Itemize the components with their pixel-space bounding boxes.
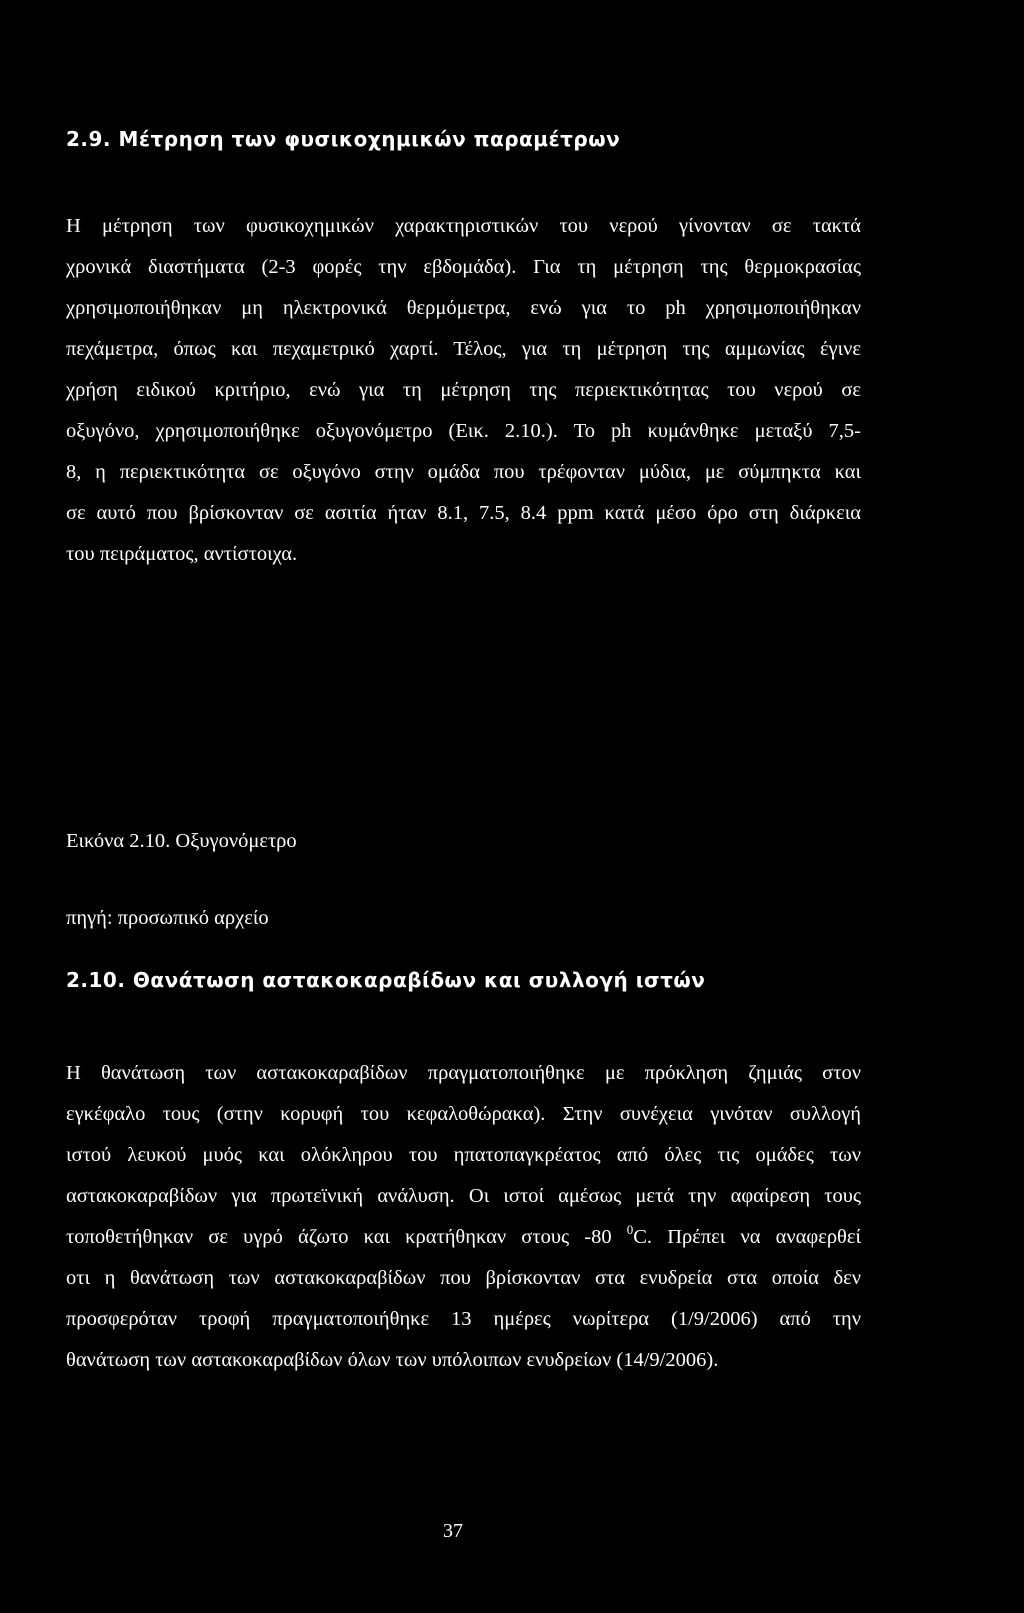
paragraph-line: χρήση ειδικού κριτήριο, ενώ για τη μέτρηση της περιεκτικότητας του νερού σε [66, 379, 861, 401]
paragraph-line: του πειράματος, αντίστοιχα. [66, 543, 298, 565]
section-heading-2-10: 2.10. Θανάτωση αστακοκαραβίδων και συλλογή ιστών [66, 968, 706, 992]
paragraph-line: εγκέφαλο τους (στην κορυφή του κεφαλοθώρακα). Στην συνέχεια γινόταν συλλογή [66, 1103, 861, 1125]
paragraph-line: οτι η θανάτωση των αστακοκαραβίδων που βρίσκονταν στα ενυδρεία στα οποία δεν [66, 1267, 861, 1289]
line-text-tail: C. Πρέπει να αναφερθεί [633, 1226, 861, 1248]
paragraph-line: χρονικά διαστήματα (2-3 φορές την εβδομάδα). Για τη μέτρηση της θερμοκρασίας [66, 256, 861, 278]
paragraph-line: πεχάμετρα, όπως και πεχαμετρικό χαρτί. Τέλος, για τη μέτρηση της αμμωνίας έγινε [66, 338, 861, 360]
page-number: 37 [443, 1520, 463, 1542]
figure-source: πηγή: προσωπικό αρχείο [66, 907, 269, 929]
line-text: τοποθετήθηκαν σε υγρό άζωτο και κρατήθηκαν στους -80 [66, 1226, 612, 1248]
paragraph-line: 8, η περιεκτικότητα σε οξυγόνο στην ομάδα που τρέφονταν μύδια, με σύμπηκτα και [66, 461, 861, 483]
figure-caption: Εικόνα 2.10. Οξυγονόμετρο [66, 830, 297, 852]
paragraph-line: Η θανάτωση των αστακοκαραβίδων πραγματοποιήθηκε με πρόκληση ζημιάς στον [66, 1062, 861, 1084]
paragraph-line: προσφερόταν τροφή πραγματοποιήθηκε 13 ημέρες νωρίτερα (1/9/2006) από την [66, 1308, 861, 1330]
paragraph-line: αστακοκαραβίδων για πρωτεϊνική ανάλυση. Οι ιστοί αμέσως μετά την αφαίρεση τους [66, 1185, 861, 1207]
paragraph-line: ιστού λευκού μυός και ολόκληρου του ηπατοπαγκρέατος από όλες τις ομάδες των [66, 1144, 861, 1166]
paragraph-line: χρησιμοποιήθηκαν μη ηλεκτρονικά θερμόμετρα, ενώ για το ph χρησιμοποιήθηκαν [66, 297, 861, 319]
paragraph-line: σε αυτό που βρίσκονταν σε ασιτία ήταν 8.1, 7.5, 8.4 ppm κατά μέσο όρο στη διάρκεια [66, 502, 861, 524]
paragraph-line: οξυγόνο, χρησιμοποιήθηκε οξυγονόμετρο (Εικ. 2.10.). Το ph κυμάνθηκε μεταξύ 7,5- [66, 420, 861, 442]
paragraph-line: θανάτωση των αστακοκαραβίδων όλων των υπόλοιπων ενυδρείων (14/9/2006). [66, 1349, 719, 1371]
paragraph-line: Η μέτρηση των φυσικοχημικών χαρακτηριστικών του νερού γίνονταν σε τακτά [66, 215, 861, 237]
degree-superscript: 0 [626, 1222, 634, 1237]
section-heading-2-9: 2.9. Μέτρηση των φυσικοχημικών παραμέτρων [66, 127, 621, 151]
paragraph-line [66, 1222, 861, 1249]
